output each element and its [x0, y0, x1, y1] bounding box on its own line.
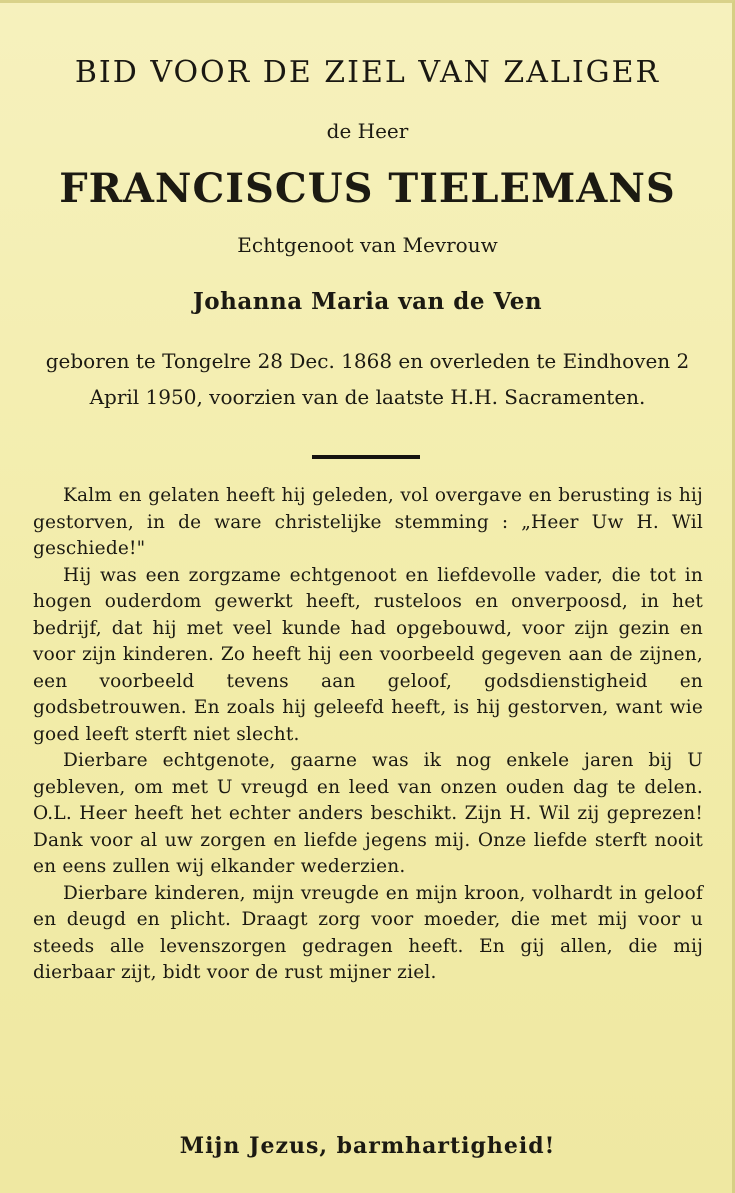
honorific: de Heer	[326, 119, 409, 143]
paragraph: Dierbare kinderen, mijn vreugde en mijn kroon, volhardt in geloof en deugd en plicht. Draagt zorg voor moeder, die met mij voor u steeds alle levenszorgen gedragen heeft. En gij allen, die mij dierbaar zijt, bidt voor de rust mijner ziel.	[33, 882, 703, 983]
closing-invocation: Mijn Jezus, barmhartigheid!	[179, 1133, 556, 1159]
prayer-text	[33, 483, 703, 987]
paragraph: Kalm en gelaten heeft hij geleden, vol overgave en berusting is hij gestorven, in de ware christelijke stemming : „Heer Uw H. Wil geschiede!"	[33, 485, 703, 559]
paragraph: Hij was een zorgzame echtgenoot en liefdevolle vader, die tot in hogen ouderdom gewerkt heeft, rusteloos en onverpoosd, in het bedrijf, dat hij met veel kunde had opgebouwd, voor zijn gezin en voor zijn kinderen. Zo heeft hij een voorbeeld gegeven aan de zijnen, een voorbeeld tevens aan geloof, godsdienstigheid en godsbetrouwen. En zoals hij geleefd heeft, is hij gestorven, want wie goed leeft sterft niet slecht.	[33, 564, 703, 745]
spouse-name: Johanna Maria van de Ven	[192, 288, 543, 315]
spouse-intro: Echtgenoot van Mevrouw	[237, 233, 498, 257]
paragraph: Dierbare echtgenote, gaarne was ik nog enkele jaren bij U gebleven, om met U vreugd en leed van onzen ouden dag te delen. O.L. Heer heeft het echter anders beschikt. Zijn H. Wil zij geprezen! Dank voor al uw zorgen en liefde jegens mij. Onze liefde sterft nooit en eens zullen wij elkander wederzien.	[33, 750, 703, 877]
deceased-name: FRANCISCUS TIELEMANS	[59, 165, 676, 212]
life-dates: geboren te Tongelre 28 Dec. 1868 en overleden te Eindhoven 2 April 1950, voorzien van de laatste H.H. Sacramenten.	[45, 349, 690, 409]
card-title: BID VOOR DE ZIEL VAN ZALIGER	[74, 55, 661, 90]
divider-rule	[312, 455, 420, 459]
